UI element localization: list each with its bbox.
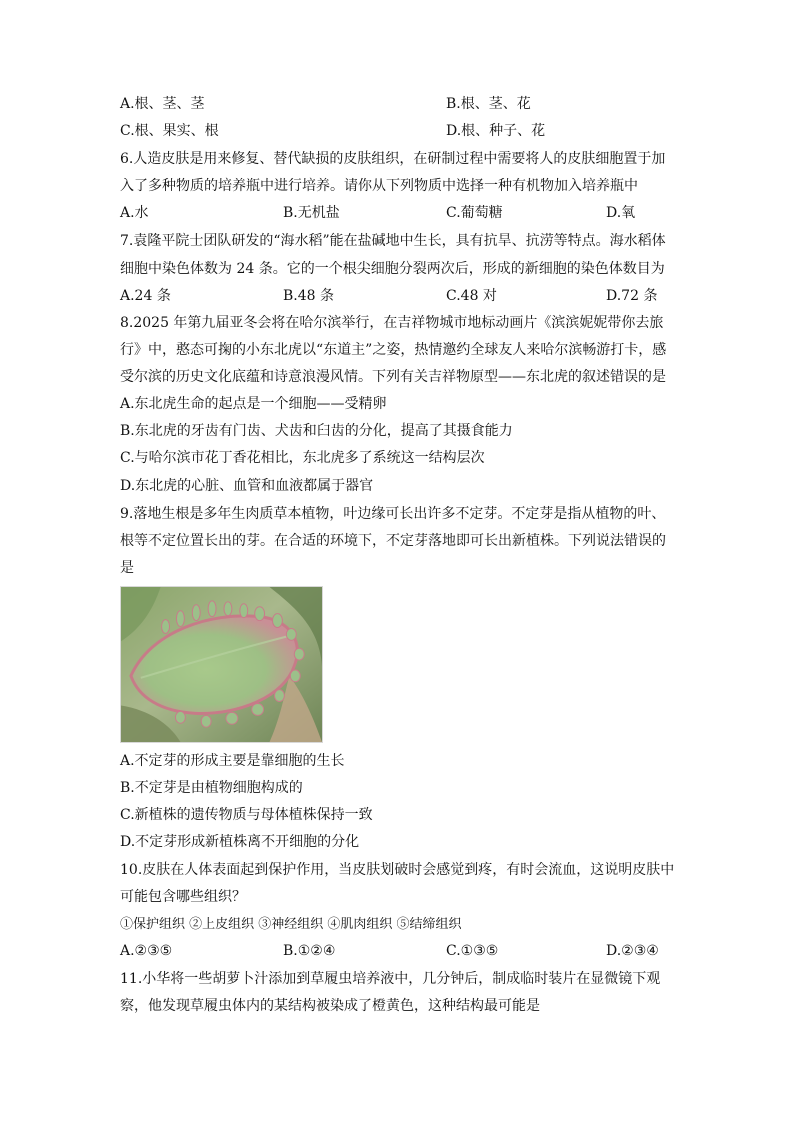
q6-option-c: C.葡萄糖 (446, 205, 503, 221)
bryophyllum-leaf-photo (120, 586, 323, 743)
q9-stem-line-1: 9.落地生根是多年生肉质草本植物，叶边缘可长出许多不定芽。不定芽是指从植物的叶、 (120, 506, 666, 522)
q9-stem-line-3: 是 (120, 560, 134, 576)
q11-stem-line-2: 察，他发现草履虫体内的某结构被染成了橙黄色，这种结构最可能是 (120, 998, 540, 1014)
q10-option-c: C.①③⑤ (446, 943, 499, 959)
q5-option-a: A.根、茎、茎 (120, 96, 205, 112)
q9-option-d: D.不定芽形成新植株离不开细胞的分化 (120, 834, 360, 850)
q10-option-a: A.②③⑤ (120, 943, 173, 959)
q7-option-c: C.48 对 (446, 288, 497, 304)
q7-option-a: A.24 条 (120, 288, 171, 304)
q5-option-d: D.根、种子、花 (446, 123, 546, 139)
q7-option-d: D.72 条 (606, 288, 658, 304)
q11-stem-line-1: 11.小华将一些胡萝卜汁添加到草履虫培养液中，几分钟后，制成临时装片在显微镜下观 (120, 971, 661, 987)
q10-option-d: D.②③④ (606, 943, 659, 959)
q9-option-c: C.新植株的遗传物质与母体植株保持一致 (120, 807, 373, 823)
q7-stem-line-1: 7.袁隆平院士团队研发的“海水稻”能在盐碱地中生长，具有抗旱、抗涝等特点。海水稻体 (120, 233, 666, 249)
q5-option-c: C.根、果实、根 (120, 123, 219, 139)
q9-option-b: B.不定芽是由植物细胞构成的 (120, 780, 303, 796)
q10-stem-line-2: 可能包含哪些组织？ (120, 889, 246, 905)
q10-tissue-list: ①保护组织 ②上皮组织 ③神经组织 ④肌肉组织 ⑤结缔组织 (120, 917, 462, 932)
q8-option-d: D.东北虎的心脏、血管和血液都属于器官 (120, 478, 374, 494)
q8-option-c: C.与哈尔滨市花丁香花相比，东北虎多了系统这一结构层次 (120, 450, 485, 466)
q7-stem-line-2: 细胞中染色体数为 24 条。它的一个根尖细胞分裂两次后，形成的新细胞的染色体数目为 (120, 261, 665, 277)
q6-option-a: A.水 (120, 205, 149, 221)
q6-option-d: D.氧 (606, 205, 636, 221)
q8-option-b: B.东北虎的牙齿有门齿、犬齿和臼齿的分化，提高了其摄食能力 (120, 423, 513, 439)
q6-stem-line-1: 6.人造皮肤是用来修复、替代缺损的皮肤组织，在研制过程中需要将人的皮肤细胞置于加 (120, 151, 666, 167)
q6-stem-line-2: 入了多种物质的培养瓶中进行培养。请你从下列物质中选择一种有机物加入培养瓶中 (120, 178, 638, 194)
q8-stem-line-2: 行》中，憨态可掬的小东北虎以“东道主”之姿，热情邀约全球友人来哈尔滨畅游打卡，感 (120, 342, 667, 358)
q8-stem-line-3: 受尔滨的历史文化底蕴和诗意浪漫风情。下列有关吉祥物原型——东北虎的叙述错误的是 (120, 369, 666, 385)
q6-option-b: B.无机盐 (283, 205, 340, 221)
q10-option-b: B.①②④ (283, 943, 336, 959)
q5-option-b: B.根、茎、花 (446, 96, 531, 112)
q8-stem-line-1: 8.2025 年第九届亚冬会将在哈尔滨举行，在吉祥物城市地标动画片《滨滨妮妮带你去旅 (120, 315, 664, 331)
q7-option-b: B.48 条 (283, 288, 335, 304)
q9-option-a: A.不定芽的形成主要是靠细胞的生长 (120, 753, 345, 769)
q8-option-a: A.东北虎生命的起点是一个细胞——受精卵 (120, 396, 387, 412)
q10-stem-line-1: 10.皮肤在人体表面起到保护作用，当皮肤划破时会感觉到疼，有时会流血，这说明皮肤中 (120, 862, 675, 878)
q9-stem-line-2: 根等不定位置长出的芽。在合适的环境下，不定芽落地即可长出新植株。下列说法错误的 (120, 533, 666, 549)
